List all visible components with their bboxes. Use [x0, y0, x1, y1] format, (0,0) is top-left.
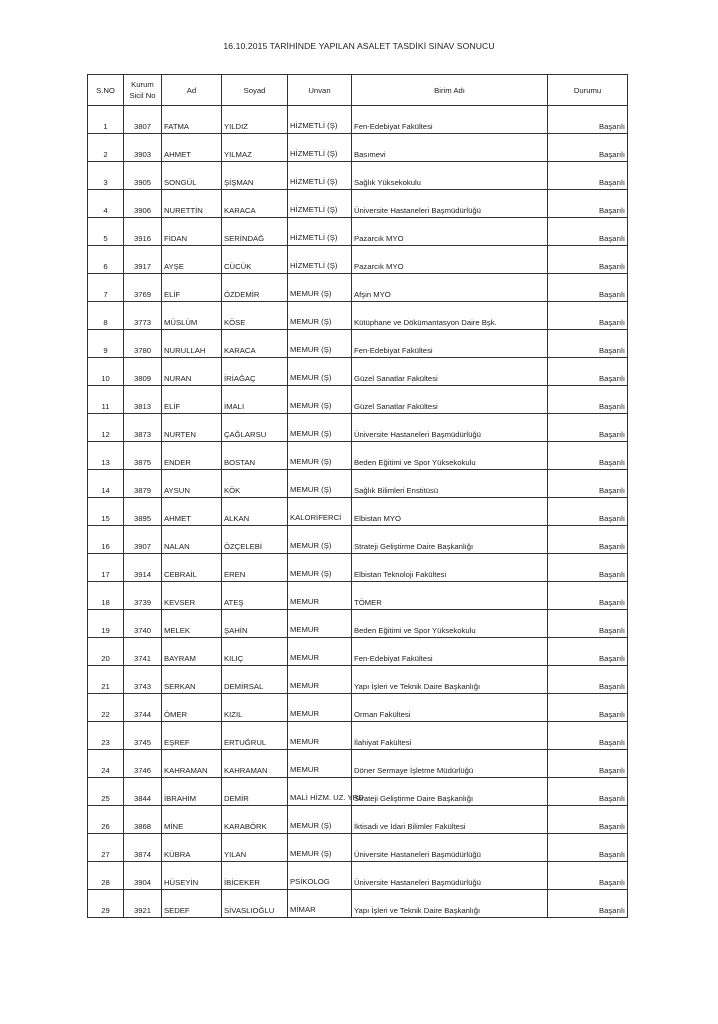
cell-soyad: YILDIZ	[222, 106, 288, 134]
cell-unvan: HİZMETLİ (Ş)	[288, 134, 352, 162]
cell-sno: 8	[88, 302, 124, 330]
cell-unvan: HİZMETLİ (Ş)	[288, 246, 352, 274]
cell-birim: Beden Eğitimi ve Spor Yüksekokulu	[352, 442, 548, 470]
table-row	[88, 666, 628, 694]
table-row	[88, 134, 628, 162]
table-row	[88, 750, 628, 778]
cell-ad: FİDAN	[162, 218, 222, 246]
cell-sno: 24	[88, 750, 124, 778]
cell-soyad: KARACA	[222, 190, 288, 218]
table-row	[88, 358, 628, 386]
cell-unvan: MALİ HİZM. UZ. YRD.	[288, 778, 352, 806]
cell-sicil: 3879	[124, 470, 162, 498]
cell-sno: 4	[88, 190, 124, 218]
cell-birim: Güzel Sanatlar Fakültesi	[352, 358, 548, 386]
cell-sno: 7	[88, 274, 124, 302]
cell-durum: Başarılı	[548, 890, 628, 918]
cell-unvan: MEMUR (Ş)	[288, 526, 352, 554]
cell-birim: Strateji Geliştirme Daire Başkanlığı	[352, 526, 548, 554]
cell-sno: 12	[88, 414, 124, 442]
cell-ad: AHMET	[162, 134, 222, 162]
cell-ad: SEDEF	[162, 890, 222, 918]
cell-sno: 18	[88, 582, 124, 610]
cell-ad: CEBRAİL	[162, 554, 222, 582]
cell-sicil: 3874	[124, 834, 162, 862]
cell-birim: Afşin MYO	[352, 274, 548, 302]
cell-durum: Başarılı	[548, 582, 628, 610]
cell-sicil: 3745	[124, 722, 162, 750]
cell-sno: 6	[88, 246, 124, 274]
table-row	[88, 862, 628, 890]
cell-soyad: DEMİRSAL	[222, 666, 288, 694]
cell-durum: Başarılı	[548, 554, 628, 582]
cell-unvan: MEMUR	[288, 694, 352, 722]
cell-unvan: KALORİFERCİ	[288, 498, 352, 526]
cell-durum: Başarılı	[548, 694, 628, 722]
cell-birim: Beden Eğitimi ve Spor Yüksekokulu	[352, 610, 548, 638]
cell-sicil: 3875	[124, 442, 162, 470]
cell-sicil: 3906	[124, 190, 162, 218]
cell-soyad: YILMAZ	[222, 134, 288, 162]
cell-sno: 15	[88, 498, 124, 526]
cell-soyad: KILIÇ	[222, 638, 288, 666]
cell-unvan: MEMUR	[288, 750, 352, 778]
cell-durum: Başarılı	[548, 190, 628, 218]
cell-durum: Başarılı	[548, 330, 628, 358]
table-row	[88, 106, 628, 134]
cell-soyad: ŞİŞMAN	[222, 162, 288, 190]
cell-sicil: 3895	[124, 498, 162, 526]
table-row	[88, 330, 628, 358]
cell-sno: 23	[88, 722, 124, 750]
cell-unvan: HİZMETLİ (Ş)	[288, 162, 352, 190]
cell-ad: AYSUN	[162, 470, 222, 498]
cell-soyad: SERİNDAĞ	[222, 218, 288, 246]
cell-birim: Üniversite Hastaneleri Başmüdürlüğü	[352, 190, 548, 218]
table-row	[88, 638, 628, 666]
cell-durum: Başarılı	[548, 246, 628, 274]
cell-unvan: MEMUR (Ş)	[288, 358, 352, 386]
cell-durum: Başarılı	[548, 442, 628, 470]
header-sicil: Kurum Sicil No	[124, 75, 162, 106]
cell-sicil: 3917	[124, 246, 162, 274]
cell-unvan: MEMUR	[288, 610, 352, 638]
cell-soyad: CÜCÜK	[222, 246, 288, 274]
header-soyad: Soyad	[222, 75, 288, 106]
cell-soyad: KÖK	[222, 470, 288, 498]
cell-sicil: 3813	[124, 386, 162, 414]
table-row	[88, 890, 628, 918]
cell-sno: 19	[88, 610, 124, 638]
cell-sno: 2	[88, 134, 124, 162]
cell-sno: 3	[88, 162, 124, 190]
cell-durum: Başarılı	[548, 526, 628, 554]
cell-unvan: HİZMETLİ (Ş)	[288, 106, 352, 134]
cell-sicil: 3907	[124, 526, 162, 554]
cell-ad: MELEK	[162, 610, 222, 638]
cell-birim: Üniversite Hastaneleri Başmüdürlüğü	[352, 414, 548, 442]
header-birim: Birim Adı	[352, 75, 548, 106]
cell-soyad: EREN	[222, 554, 288, 582]
cell-ad: NURETTİN	[162, 190, 222, 218]
cell-birim: Döner Sermaye İşletme Müdürlüğü	[352, 750, 548, 778]
cell-ad: ÖMER	[162, 694, 222, 722]
cell-birim: Elbistan MYO	[352, 498, 548, 526]
cell-sno: 14	[88, 470, 124, 498]
table-row	[88, 694, 628, 722]
cell-sicil: 3916	[124, 218, 162, 246]
cell-ad: AYŞE	[162, 246, 222, 274]
table-row	[88, 778, 628, 806]
cell-unvan: HİZMETLİ (Ş)	[288, 218, 352, 246]
cell-sicil: 3746	[124, 750, 162, 778]
cell-unvan: MEMUR	[288, 582, 352, 610]
cell-birim: Güzel Sanatlar Fakültesi	[352, 386, 548, 414]
cell-durum: Başarılı	[548, 470, 628, 498]
table-row	[88, 722, 628, 750]
cell-soyad: ATEŞ	[222, 582, 288, 610]
cell-durum: Başarılı	[548, 358, 628, 386]
cell-soyad: SİVASLIOĞLU	[222, 890, 288, 918]
cell-birim: Kütüphane ve Dökümantasyon Daire Bşk.	[352, 302, 548, 330]
cell-ad: HÜSEYİN	[162, 862, 222, 890]
cell-sicil: 3740	[124, 610, 162, 638]
results-table	[87, 74, 628, 918]
cell-sicil: 3769	[124, 274, 162, 302]
cell-birim: TÖMER	[352, 582, 548, 610]
cell-ad: AHMET	[162, 498, 222, 526]
table-row	[88, 162, 628, 190]
cell-birim: Orman Fakültesi	[352, 694, 548, 722]
cell-sno: 17	[88, 554, 124, 582]
cell-unvan: MEMUR (Ş)	[288, 442, 352, 470]
cell-sno: 25	[88, 778, 124, 806]
cell-sicil: 3844	[124, 778, 162, 806]
cell-birim: Üniversite Hastaneleri Başmüdürlüğü	[352, 834, 548, 862]
table-row	[88, 470, 628, 498]
cell-ad: SONGÜL	[162, 162, 222, 190]
cell-soyad: İBİCEKER	[222, 862, 288, 890]
cell-ad: SERKAN	[162, 666, 222, 694]
table-row	[88, 834, 628, 862]
cell-unvan: MEMUR	[288, 638, 352, 666]
cell-sno: 1	[88, 106, 124, 134]
cell-soyad: BOSTAN	[222, 442, 288, 470]
cell-birim: Pazarcık MYO	[352, 246, 548, 274]
cell-unvan: MEMUR (Ş)	[288, 302, 352, 330]
cell-soyad: ÖZDEMİR	[222, 274, 288, 302]
cell-birim: Yapı İşleri ve Teknik Daire Başkanlığı	[352, 890, 548, 918]
table-row	[88, 442, 628, 470]
cell-durum: Başarılı	[548, 274, 628, 302]
cell-unvan: MEMUR (Ş)	[288, 554, 352, 582]
cell-soyad: ALKAN	[222, 498, 288, 526]
cell-sno: 28	[88, 862, 124, 890]
cell-durum: Başarılı	[548, 834, 628, 862]
cell-sno: 22	[88, 694, 124, 722]
cell-sicil: 3739	[124, 582, 162, 610]
cell-unvan: MEMUR	[288, 666, 352, 694]
cell-unvan: MEMUR (Ş)	[288, 470, 352, 498]
cell-durum: Başarılı	[548, 666, 628, 694]
cell-unvan: PSİKOLOG	[288, 862, 352, 890]
cell-sicil: 3914	[124, 554, 162, 582]
cell-sno: 10	[88, 358, 124, 386]
cell-sicil: 3904	[124, 862, 162, 890]
cell-unvan: MEMUR (Ş)	[288, 414, 352, 442]
table-row	[88, 554, 628, 582]
table-row	[88, 386, 628, 414]
cell-ad: BAYRAM	[162, 638, 222, 666]
table-row	[88, 526, 628, 554]
cell-ad: ELİF	[162, 274, 222, 302]
cell-birim: Yapı İşleri ve Teknik Daire Başkanlığı	[352, 666, 548, 694]
header-durum: Durumu	[548, 75, 628, 106]
cell-unvan: MEMUR (Ş)	[288, 386, 352, 414]
cell-ad: NURAN	[162, 358, 222, 386]
cell-soyad: ÖZÇELEBİ	[222, 526, 288, 554]
cell-soyad: KARABÖRK	[222, 806, 288, 834]
cell-sicil: 3905	[124, 162, 162, 190]
cell-ad: NURTEN	[162, 414, 222, 442]
table-row	[88, 414, 628, 442]
cell-sicil: 3807	[124, 106, 162, 134]
cell-ad: MÜSLÜM	[162, 302, 222, 330]
cell-ad: İBRAHİM	[162, 778, 222, 806]
cell-birim: Pazarcık MYO	[352, 218, 548, 246]
cell-sicil: 3744	[124, 694, 162, 722]
cell-sicil: 3780	[124, 330, 162, 358]
cell-sicil: 3809	[124, 358, 162, 386]
cell-sno: 11	[88, 386, 124, 414]
cell-unvan: MEMUR (Ş)	[288, 834, 352, 862]
cell-birim: Üniversite Hastaneleri Başmüdürlüğü	[352, 862, 548, 890]
cell-soyad: ERTUĞRUL	[222, 722, 288, 750]
cell-durum: Başarılı	[548, 862, 628, 890]
cell-sno: 13	[88, 442, 124, 470]
cell-birim: Elbistan Teknoloji Fakültesi	[352, 554, 548, 582]
cell-sicil: 3741	[124, 638, 162, 666]
cell-soyad: ÇAĞLARSU	[222, 414, 288, 442]
header-row	[88, 75, 628, 106]
cell-sno: 26	[88, 806, 124, 834]
cell-durum: Başarılı	[548, 498, 628, 526]
cell-birim: İktisadi ve İdari Bilimler Fakültesi	[352, 806, 548, 834]
cell-ad: KAHRAMAN	[162, 750, 222, 778]
cell-durum: Başarılı	[548, 134, 628, 162]
cell-ad: MİNE	[162, 806, 222, 834]
cell-durum: Başarılı	[548, 414, 628, 442]
cell-durum: Başarılı	[548, 638, 628, 666]
cell-birim: Fen-Edebiyat Fakültesi	[352, 330, 548, 358]
cell-birim: Sağlık Bilimleri Enstitüsü	[352, 470, 548, 498]
table-row	[88, 218, 628, 246]
table-row	[88, 498, 628, 526]
cell-unvan: HİZMETLİ (Ş)	[288, 190, 352, 218]
cell-birim: Fen-Edebiyat Fakültesi	[352, 638, 548, 666]
cell-soyad: İRİAĞAÇ	[222, 358, 288, 386]
header-unvan: Unvan	[288, 75, 352, 106]
table-row	[88, 302, 628, 330]
table-row	[88, 274, 628, 302]
cell-soyad: İMALI	[222, 386, 288, 414]
table-row	[88, 246, 628, 274]
cell-sno: 20	[88, 638, 124, 666]
cell-ad: FATMA	[162, 106, 222, 134]
cell-durum: Başarılı	[548, 302, 628, 330]
cell-durum: Başarılı	[548, 722, 628, 750]
cell-ad: NALAN	[162, 526, 222, 554]
cell-soyad: YILAN	[222, 834, 288, 862]
cell-birim: Fen-Edebiyat Fakültesi	[352, 106, 548, 134]
header-sno: S.NO	[88, 75, 124, 106]
cell-soyad: DEMİR	[222, 778, 288, 806]
cell-sicil: 3868	[124, 806, 162, 834]
cell-durum: Başarılı	[548, 106, 628, 134]
cell-sno: 16	[88, 526, 124, 554]
table-header	[88, 75, 628, 106]
cell-birim: İlahiyat Fakültesi	[352, 722, 548, 750]
cell-ad: ENDER	[162, 442, 222, 470]
cell-durum: Başarılı	[548, 386, 628, 414]
cell-durum: Başarılı	[548, 750, 628, 778]
page-title: 16.10.2015 TARİHİNDE YAPILAN ASALET TASDİKİ SINAV SONUCU	[223, 41, 495, 51]
cell-sicil: 3903	[124, 134, 162, 162]
cell-durum: Başarılı	[548, 610, 628, 638]
cell-unvan: MEMUR (Ş)	[288, 274, 352, 302]
cell-sno: 29	[88, 890, 124, 918]
cell-ad: ELİF	[162, 386, 222, 414]
cell-ad: KÜBRA	[162, 834, 222, 862]
cell-unvan: MEMUR (Ş)	[288, 330, 352, 358]
cell-unvan: MİMAR	[288, 890, 352, 918]
cell-durum: Başarılı	[548, 162, 628, 190]
cell-unvan: MEMUR	[288, 722, 352, 750]
table-row	[88, 582, 628, 610]
cell-durum: Başarılı	[548, 778, 628, 806]
cell-soyad: KÖSE	[222, 302, 288, 330]
table-row	[88, 610, 628, 638]
cell-sicil: 3743	[124, 666, 162, 694]
cell-birim: Basımevi	[352, 134, 548, 162]
cell-sicil: 3921	[124, 890, 162, 918]
cell-sicil: 3873	[124, 414, 162, 442]
cell-sno: 9	[88, 330, 124, 358]
cell-soyad: KIZIL	[222, 694, 288, 722]
cell-birim: Sağlık Yüksekokulu	[352, 162, 548, 190]
cell-sno: 5	[88, 218, 124, 246]
cell-sno: 21	[88, 666, 124, 694]
cell-sicil: 3773	[124, 302, 162, 330]
cell-ad: EŞREF	[162, 722, 222, 750]
cell-durum: Başarılı	[548, 218, 628, 246]
cell-soyad: KARACA	[222, 330, 288, 358]
table-row	[88, 806, 628, 834]
cell-durum: Başarılı	[548, 806, 628, 834]
cell-soyad: ŞAHİN	[222, 610, 288, 638]
header-ad: Ad	[162, 75, 222, 106]
cell-unvan: MEMUR (Ş)	[288, 806, 352, 834]
cell-soyad: KAHRAMAN	[222, 750, 288, 778]
cell-sno: 27	[88, 834, 124, 862]
table-row	[88, 190, 628, 218]
table-body	[88, 106, 628, 918]
cell-birim: Strateji Geliştirme Daire Başkanlığı	[352, 778, 548, 806]
cell-ad: KEVSER	[162, 582, 222, 610]
cell-ad: NURULLAH	[162, 330, 222, 358]
